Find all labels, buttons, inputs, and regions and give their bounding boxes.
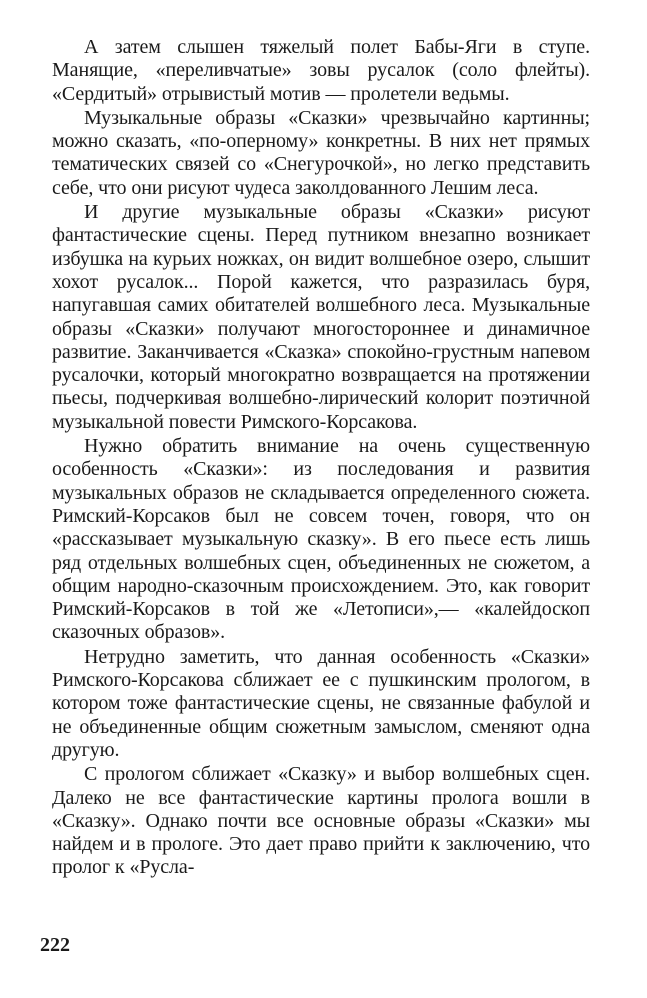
page-number: 222: [40, 934, 70, 956]
paragraph-4: Нужно обратить внимание на очень существенную особенность «Сказки»: из последования и развития музыкальных образов не складывается определенного сюжета. Римский-Корсаков был не совсем точен, говоря, что он «рассказывает музыкальную сказку». В его пьесе есть лишь ряд отдельных волшебных сцен, объединенных не сюжетом, а общим народно-сказочным происхождением. Это, как говорит Римский-Корсаков в той же «Летописи»,— «калейдоскоп сказочных образов».: [52, 435, 590, 644]
paragraph-2: Музыкальные образы «Сказки» чрезвычайно картинны; можно сказать, «по-оперному» конкретны. В них нет прямых тематических связей со «Снегурочкой», но легко представить себе, что они рисуют чудеса заколдованного Лешим леса.: [52, 106, 590, 199]
paragraph-3: И другие музыкальные образы «Сказки» рисуют фантастические сцены. Перед путником внезапно возникает избушка на курьих ножках, он видит волшебное озеро, слышит хохот русалок... Порой кажется, что разразилась буря, напугавшая самих обитателей волшебного леса. Музыкальные образы «Сказки» получают многостороннее и динамичное развитие. Заканчивается «Сказка» спокойно-грустным напевом русалочки, который многократно возвращается на протяжении пьесы, подчеркивая волшебно-лирический колорит поэтичной музыкальной повести Римского-Корсакова.: [52, 201, 590, 433]
paragraph-1: А затем слышен тяжелый полет Бабы-Яги в ступе. Манящие, «переливчатые» зовы русалок (соло флейты). «Сердитый» отрывистый мотив — пролетели ведьмы.: [52, 36, 590, 105]
paragraph-5: Нетрудно заметить, что данная особенность «Сказки» Римского-Корсакова сближает ее с пушкинским прологом, в котором тоже фантастические сцены, не связанные фабулой и не объединенные общим сюжетным замыслом, сменяют одна другую.: [52, 645, 590, 761]
page-text: [52, 36, 590, 880]
paragraph-6: С прологом сближает «Сказку» и выбор волшебных сцен. Далеко не все фантастические картины пролога вошли в «Сказку». Однако почти все основные образы «Сказки» мы найдем и в прологе. Это дает право прийти к заключению, что пролог к «Русла-: [52, 763, 590, 879]
